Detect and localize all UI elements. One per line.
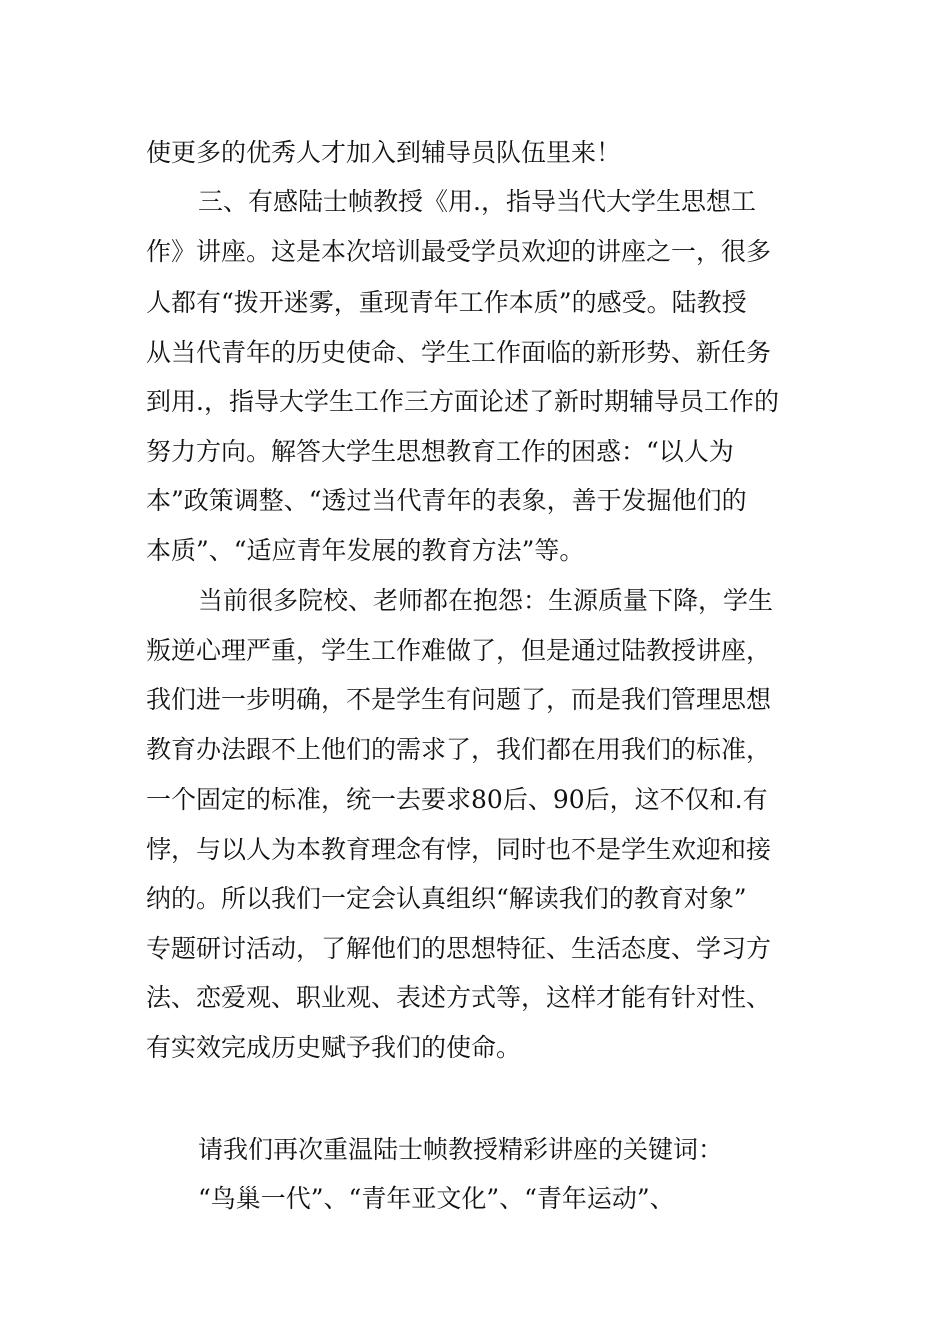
paragraph-4-line-2: “鸟巢一代”、“青年亚文化”、“青年运动”、 bbox=[198, 1184, 675, 1213]
paragraph-3-line-9: 法、恋爱观、职业观、表述方式等，这样才能有针对性、 bbox=[146, 983, 772, 1012]
paragraph-1-line-1: 使更多的优秀人才加入到辅导员队伍里来！ bbox=[146, 138, 622, 167]
paragraph-3-line-10: 有实效完成历史赋予我们的使命。 bbox=[146, 1033, 522, 1062]
paragraph-2-line-1: 三、有感陆士帧教授《用.，指导当代大学生思想工 bbox=[198, 187, 756, 216]
paragraph-3-line-2: 叛逆心理严重，学生工作难做了，但是通过陆教授讲座， bbox=[146, 636, 772, 665]
paragraph-3-line-7: 纳的。所以我们一定会认真组织“解读我们的教育对象” bbox=[146, 884, 747, 913]
paragraph-2-line-7: 本”政策调整、“透过当代青年的表象，善于发掘他们的 bbox=[146, 486, 747, 515]
paragraph-2-line-4: 从当代青年的历史使命、学生工作面临的新形势、新任务 bbox=[146, 338, 772, 367]
paragraph-3-line-6: 悖，与以人为本教育理念有悖，同时也不是学生欢迎和接 bbox=[146, 835, 772, 864]
paragraph-3-line-8: 专题研讨活动，了解他们的思想特征、生活态度、学习方 bbox=[146, 934, 772, 963]
paragraph-2-line-3: 人都有“拨开迷雾，重现青年工作本质”的感受。陆教授 bbox=[146, 288, 747, 317]
paragraph-2-line-5: 到用.，指导大学生工作三方面论述了新时期辅导员工作的 bbox=[146, 387, 779, 416]
paragraph-2-line-8: 本质”、“适应青年发展的教育方法”等。 bbox=[146, 536, 585, 565]
paragraph-4-line-1: 请我们再次重温陆士帧教授精彩讲座的关键词： bbox=[198, 1135, 724, 1164]
paragraph-2-line-6: 努力方向。解答大学生思想教育工作的困惑：“以人为 bbox=[146, 437, 734, 466]
paragraph-3-line-3: 我们进一步明确，不是学生有问题了，而是我们管理思想 bbox=[146, 685, 772, 714]
paragraph-3-line-4: 教育办法跟不上他们的需求了，我们都在用我们的标准， bbox=[146, 735, 772, 764]
paragraph-3-line-5: 一个固定的标准，统一去要求80后、90后，这不仅和.有 bbox=[146, 785, 768, 814]
paragraph-2-line-2: 作》讲座。这是本次培训最受学员欢迎的讲座之一，很多 bbox=[146, 237, 772, 266]
paragraph-3-line-1: 当前很多院校、老师都在抱怨：生源质量下降，学生 bbox=[198, 586, 774, 615]
